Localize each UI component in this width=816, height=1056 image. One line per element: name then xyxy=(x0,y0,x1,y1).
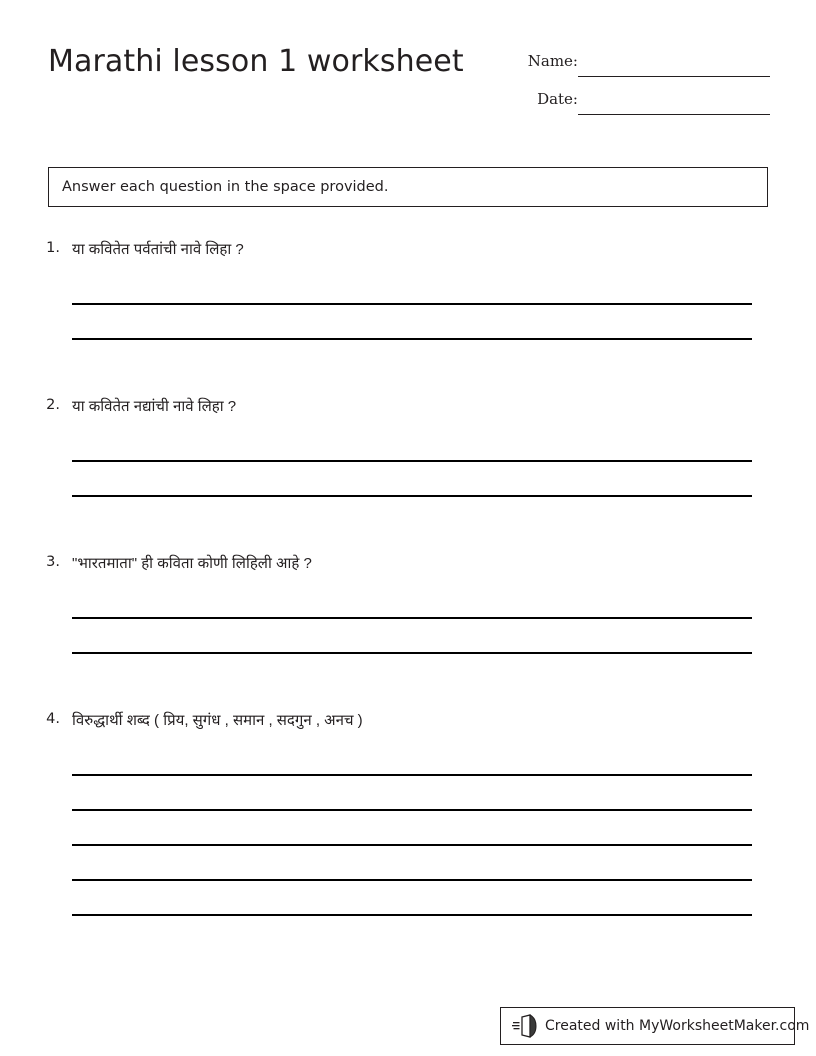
answer-area[interactable] xyxy=(72,584,752,654)
question-number: 2. xyxy=(46,397,60,413)
page-title: Marathi lesson 1 worksheet xyxy=(48,44,464,79)
name-field-input[interactable] xyxy=(578,76,770,77)
question-text: "भारतमाता" ही कविता कोणी लिहिली आहे ? xyxy=(72,555,312,572)
name-date-fields xyxy=(500,50,770,126)
answer-line[interactable] xyxy=(72,846,752,881)
answer-line[interactable] xyxy=(72,427,752,462)
question-list xyxy=(0,240,816,916)
question-block xyxy=(0,711,816,916)
answer-area[interactable] xyxy=(72,427,752,497)
answer-line[interactable] xyxy=(72,881,752,916)
worksheet-maker-logo-icon xyxy=(512,1014,538,1038)
answer-area[interactable] xyxy=(72,741,752,916)
question-block xyxy=(0,397,816,497)
question-number: 3. xyxy=(46,554,60,570)
answer-line[interactable] xyxy=(72,619,752,654)
name-field-label: Name: xyxy=(527,52,578,70)
question-heading xyxy=(0,554,816,584)
question-heading xyxy=(0,711,816,741)
question-text: या कवितेत पर्वतांची नावे लिहा ? xyxy=(72,241,244,258)
answer-line[interactable] xyxy=(72,741,752,776)
date-field-input[interactable] xyxy=(578,114,770,115)
question-heading xyxy=(0,240,816,270)
question-heading xyxy=(0,397,816,427)
question-number: 1. xyxy=(46,240,60,256)
question-text: विरुद्धार्थी शब्द ( प्रिय, सुगंध , समान , सदगुन , अनच ) xyxy=(72,712,363,729)
question-block xyxy=(0,240,816,340)
answer-area[interactable] xyxy=(72,270,752,340)
answer-line[interactable] xyxy=(72,584,752,619)
question-number: 4. xyxy=(46,711,60,727)
worksheet-header xyxy=(0,0,816,140)
instruction-box xyxy=(48,167,768,207)
name-field-row xyxy=(500,50,770,88)
footer-text: Created with MyWorksheetMaker.com xyxy=(545,1018,810,1034)
date-field-row xyxy=(500,88,770,126)
question-block xyxy=(0,554,816,654)
answer-line[interactable] xyxy=(72,811,752,846)
question-text: या कवितेत नद्यांची नावे लिहा ? xyxy=(72,398,237,415)
answer-line[interactable] xyxy=(72,462,752,497)
answer-line[interactable] xyxy=(72,270,752,305)
instruction-text: Answer each question in the space provided. xyxy=(62,179,389,195)
date-field-label: Date: xyxy=(537,90,578,108)
answer-line[interactable] xyxy=(72,305,752,340)
answer-line[interactable] xyxy=(72,776,752,811)
footer-badge xyxy=(500,1007,810,1045)
